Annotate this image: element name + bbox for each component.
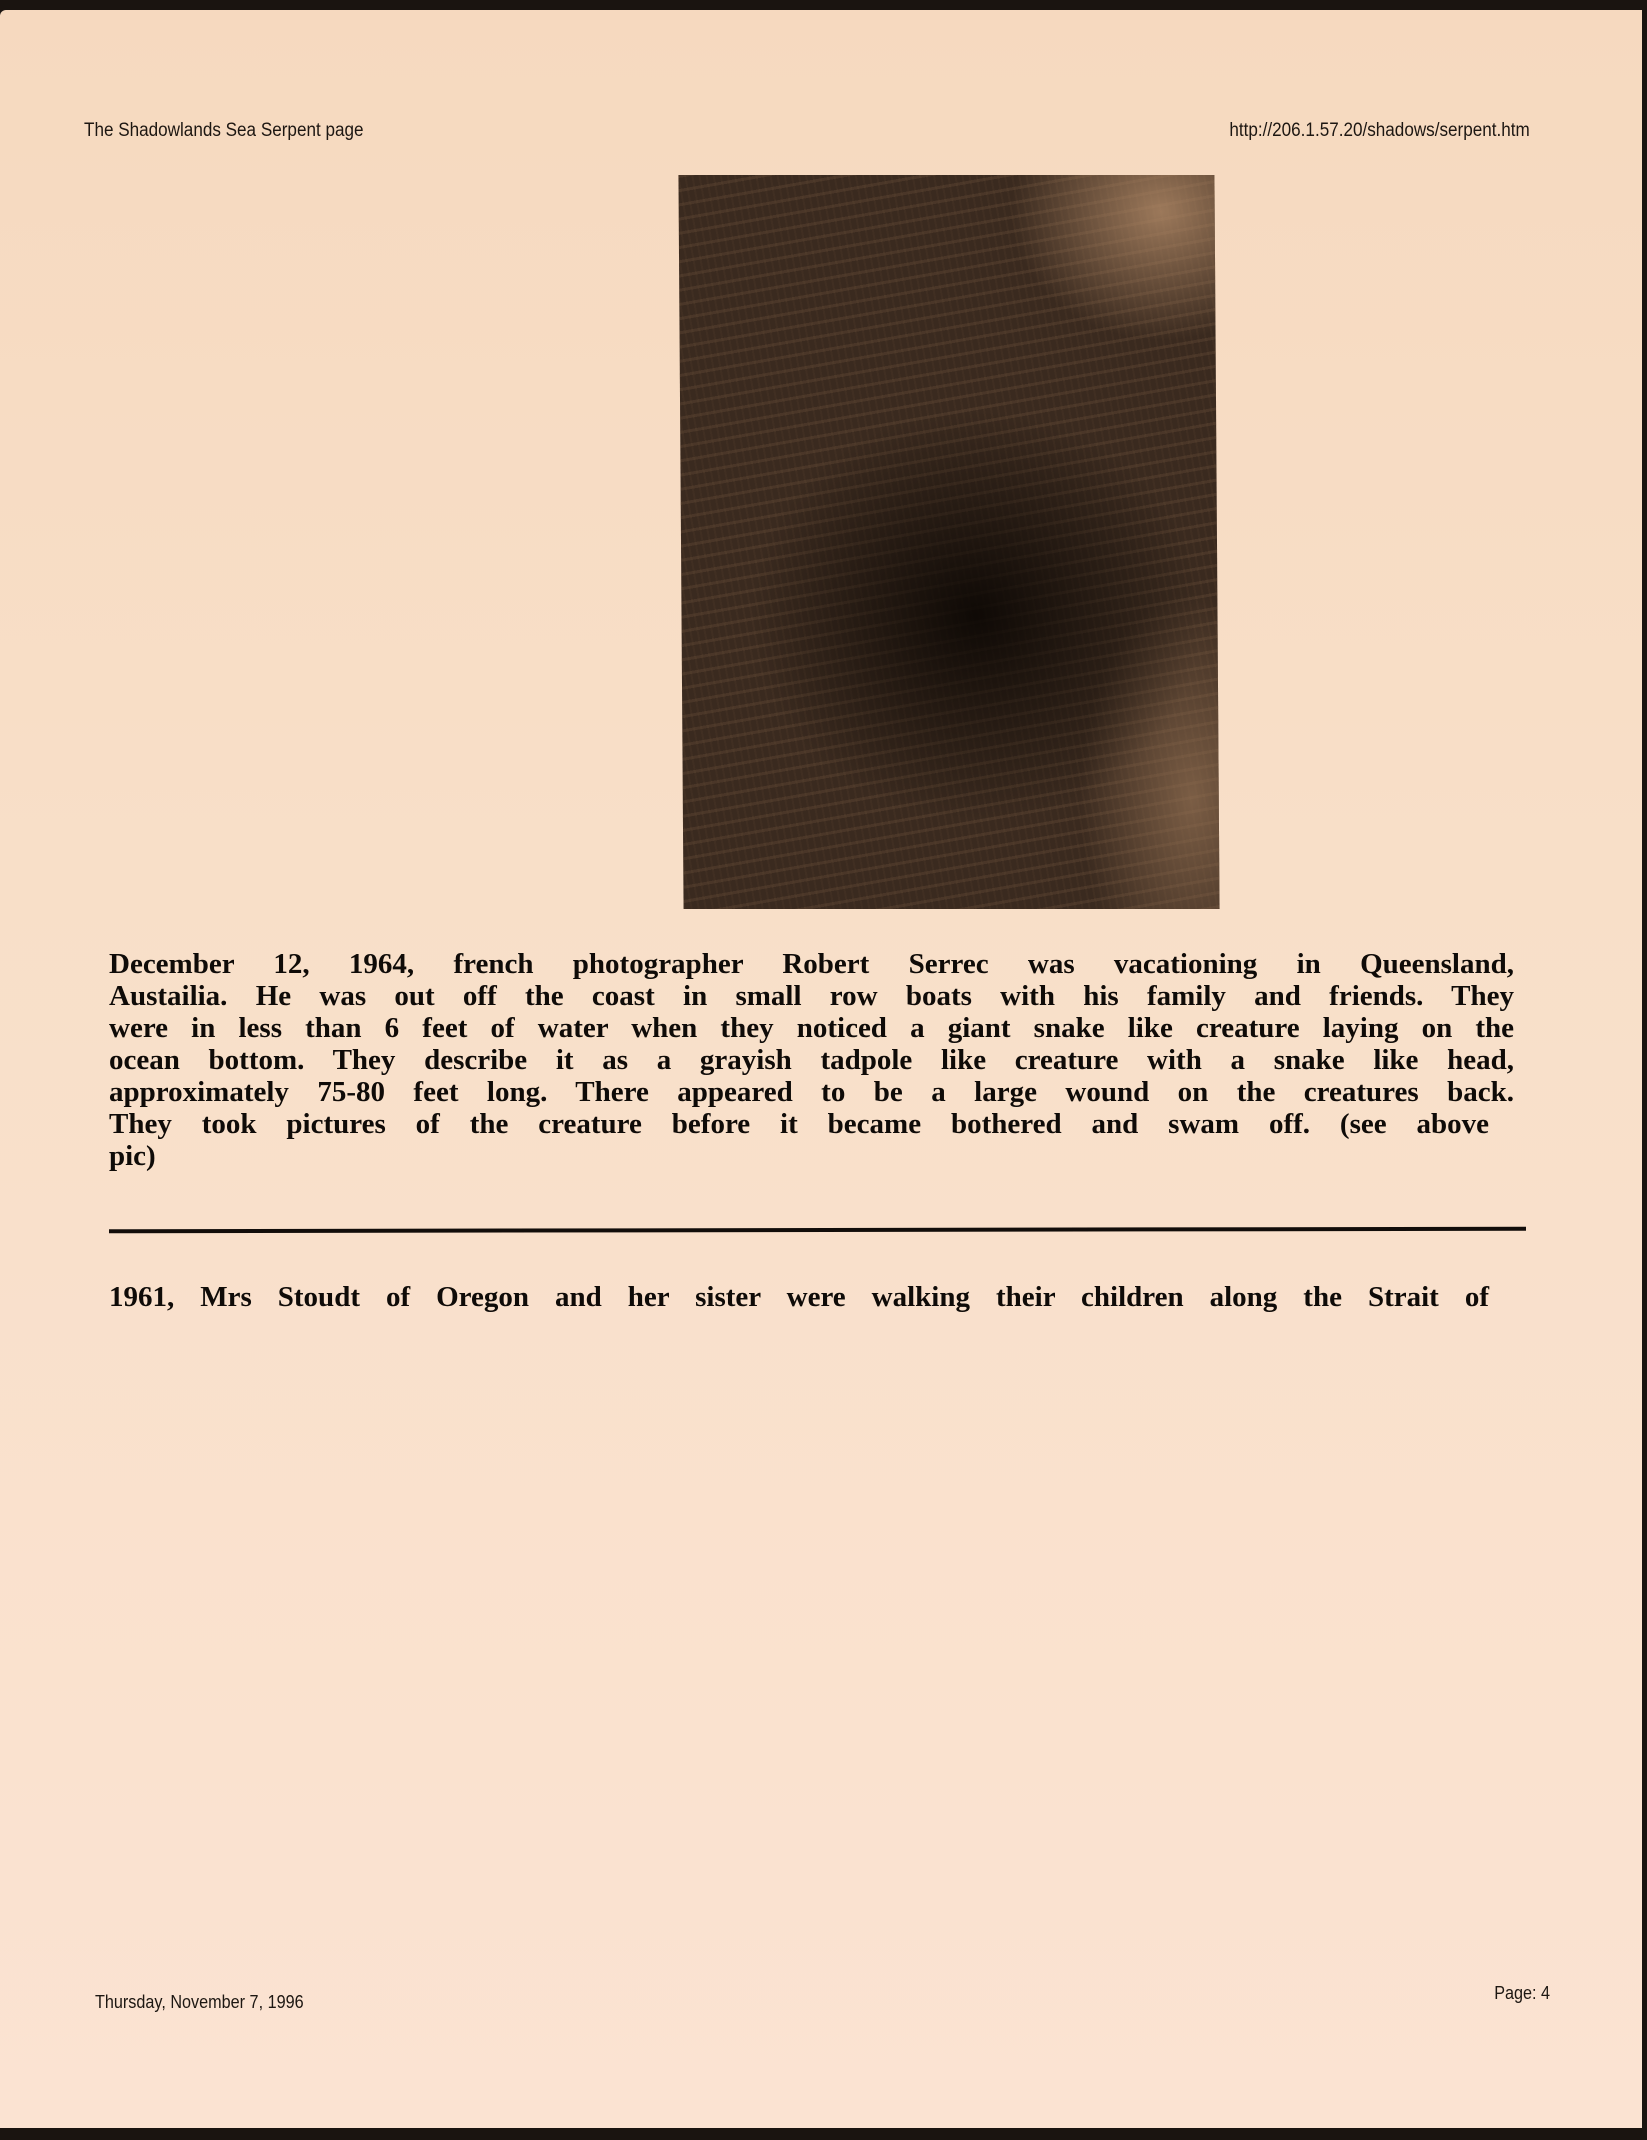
text-line: approximately 75-80 feet long. There appeared to be a large wound on the creatures back.	[109, 1076, 1514, 1108]
text-line: December 12, 1964, french photographer Robert Serrec was vacationing in Queensland,	[109, 948, 1514, 980]
sea-serpent-photo	[678, 175, 1219, 909]
text-line: They took pictures of the creature before it became bothered and swam off. (see above	[109, 1108, 1489, 1140]
text-line: 1961, Mrs Stoudt of Oregon and her sister were walking their children along the Strait of	[109, 1281, 1489, 1313]
text-line: Austailia. He was out off the coast in small row boats with his family and friends. They	[109, 980, 1514, 1012]
paragraph-serrec-sighting	[109, 948, 1514, 1172]
footer-date: Thursday, November 7, 1996	[95, 1992, 304, 2012]
horizontal-rule	[109, 1227, 1526, 1233]
page-header-url: http://206.1.57.20/shadows/serpent.htm	[1229, 120, 1530, 141]
page-header-title: The Shadowlands Sea Serpent page	[84, 120, 364, 141]
footer-page-number: Page: 4	[1494, 1983, 1550, 2003]
paragraph-stoudt-sighting	[109, 1281, 1489, 1313]
document-page	[0, 10, 1642, 2128]
text-line: were in less than 6 feet of water when they noticed a giant snake like creature laying on the	[109, 1012, 1514, 1044]
text-line: ocean bottom. They describe it as a grayish tadpole like creature with a snake like head,	[109, 1044, 1514, 1076]
text-line: pic)	[109, 1140, 156, 1172]
